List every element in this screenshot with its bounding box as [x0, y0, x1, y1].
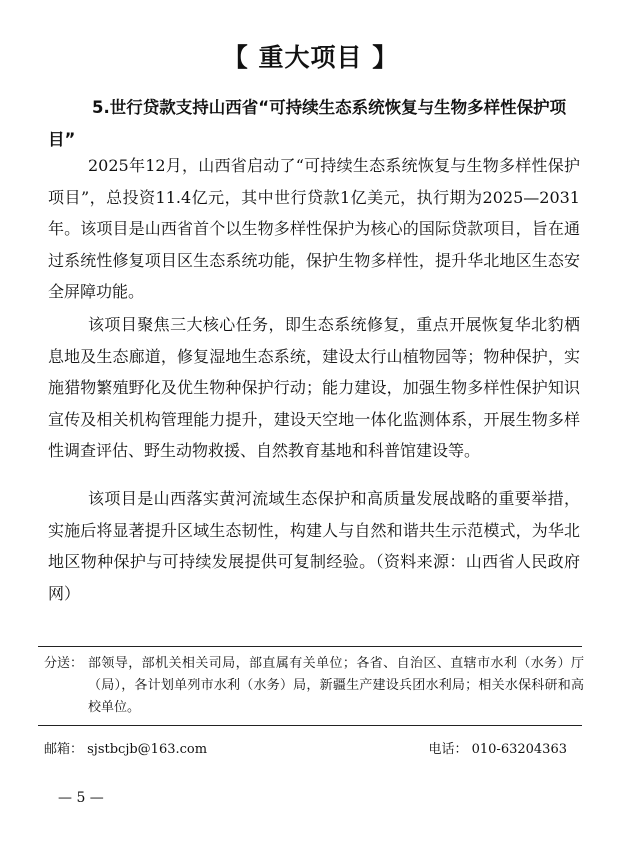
article-paragraph-3: 该项目是山西落实黄河流域生态保护和高质量发展战略的重要举措，实施后将显著提升区域生态韧性，构建人与自然和谐共生示范模式，为华北地区物种保护与可持续发展提供可复制经验。（资料来源：山西省人民政府网） [48, 489, 580, 603]
distribution-block [44, 653, 584, 719]
page-number: — 5 — [58, 790, 104, 806]
article-paragraph-1: 2025年12月，山西省启动了“可持续生态系统恢复与生物多样性保护项目”，总投资11.4亿元，其中世行贷款1亿美元，执行期为2025—2031年。该项目是山西省首个以生物多样性保护为核心的国际贷款项目，旨在通过系统性修复项目区生态系统功能，保护生物多样性，提升华北地区生态安全屏障功能。 [48, 156, 580, 301]
contact-phone: 电话： 010-63204363 [428, 742, 567, 757]
article-title: 5.世行贷款支持山西省“可持续生态系统恢复与生物多样性保护项目” [48, 98, 567, 149]
distribution-label: 分送： [44, 656, 84, 671]
page-heading: 【 重大项目 】 [222, 43, 399, 72]
contact-email: 邮箱： sjstbcjb@163.com [44, 742, 208, 757]
divider-top [38, 646, 582, 647]
distribution-text: 部领导，部机关相关司局，部直属有关单位；各省、自治区、直辖市水利（水务）厅（局），各计划单列市水利（水务）局，新疆生产建设兵团水利局；相关水保科研和高校单位。 [88, 656, 584, 715]
divider-bottom [38, 725, 582, 726]
article-paragraph-2: 该项目聚焦三大核心任务，即生态系统修复，重点开展恢复华北豹栖息地及生态廊道，修复湿地生态系统，建设太行山植物园等；物种保护，实施猎物繁殖野化及优生物种保护行动；能力建设，加强生物多样性保护知识宣传及相关机构管理能力提升，建设天空地一体化监测体系，开展生物多样性调查评估、野生动物救援、自然教育基地和科普馆建设等。 [48, 315, 580, 460]
